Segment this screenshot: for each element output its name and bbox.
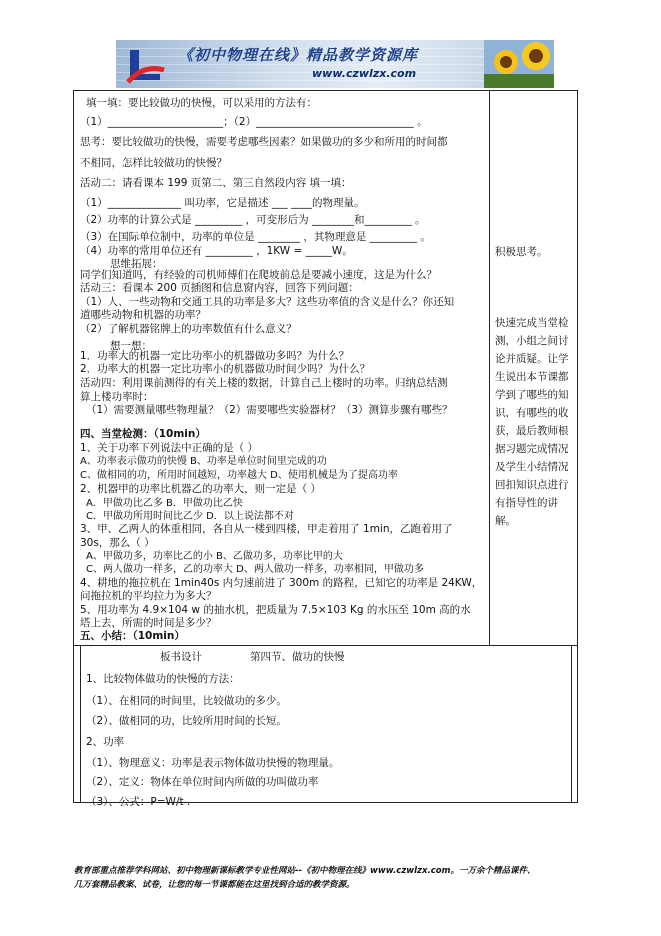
banner-title: 《初中物理在线》精品教学资源库 <box>178 46 419 64</box>
content-line: 思维拓展： <box>110 258 163 270</box>
table-row-divider <box>73 645 578 646</box>
content-line: （2）了解机器铭牌上的功率数值有什么意义？ <box>80 323 297 335</box>
content-line: 塔上去，所需的时间是多少？ <box>80 617 217 629</box>
board-cell-right-border <box>571 645 572 803</box>
board-line: 1、比较物体做功的快慢的方法： <box>86 673 240 685</box>
content-line: 想一想： <box>110 340 152 352</box>
content-line: A．甲做功比乙多 B．甲做功比乙快 <box>86 498 243 509</box>
content-line: （1）______________________；（2）______________________________ 。 <box>80 116 428 128</box>
content-line: A、功率表示做功的快慢 B、功率是单位时间里完成的功 <box>80 456 327 467</box>
board-line: （2）、做相同的功，比较所用时间的长短。 <box>86 715 287 727</box>
content-line: 填一填：要比较做功的快慢，可以采用的方法有： <box>86 97 317 109</box>
table-column-divider <box>489 90 490 645</box>
board-cell-left-border <box>80 645 81 803</box>
content-line: C、做相同的功，所用时间越短，功率越大 D、使用机械是为了提高功率 <box>80 470 398 481</box>
site-banner <box>116 40 554 88</box>
content-line: 4、耕地的拖拉机在 1min40s 内匀速前进了 300m 的路程，已知它的功率是 24KW， <box>80 577 483 589</box>
content-line: 1．功率大的机器一定比功率小的机器做功多吗？为什么？ <box>80 350 350 362</box>
board-line: （1）、在相同的时间里，比较做功的多少。 <box>86 695 287 707</box>
content-line: 道哪些动物和机器的功率？ <box>80 309 206 321</box>
content-line: 2．功率大的机器一定比功率小的机器做功时间少吗？为什么？ <box>80 363 371 375</box>
content-line: 3、甲、乙两人的体重相同，各自从一楼到四楼，甲走着用了 1min，乙跑着用了 <box>80 523 453 535</box>
side-note-guidance: 快速完成当堂检测，小组之间讨论并质疑。让学生说出本节课都学到了哪些的知识，有哪些的收获，最后教师根据习题完成情况及学生小结情况回扣知识点进行有指导性的讲解。 <box>495 317 569 527</box>
content-line: （1）需要测量哪些物理量？（2）需要哪些实验器材？（3）测算步骤有哪些？ <box>86 404 453 416</box>
content-line: A、甲做功多，功率比乙的小 B、乙做功多，功率比甲的大 <box>86 551 343 562</box>
content-line: （1）______________ 叫功率，它是描述 ___ ____的物理量。 <box>80 197 365 209</box>
content-line: 不相同，怎样比较做功的快慢？ <box>80 157 227 169</box>
board-header-title: 第四节、做功的快慢 <box>250 651 345 663</box>
footer-line-2: 几万套精品教案、试卷，让您的每一节课都能在这里找到合适的教学资源。 <box>74 880 355 890</box>
board-line: 2、功率 <box>86 736 125 748</box>
board-line: （1）、物理意义：功率是表示物体做功快慢的物理量。 <box>86 757 340 769</box>
content-line: （4）功率的常用单位还有 _________ ，1KW = _____W。 <box>80 245 353 257</box>
content-line: （1）人、一些动物和交通工具的功率是多大？这些功率值的含义是什么？你还知 <box>80 296 455 308</box>
footer-line-1: 教育部重点推荐学科网站、初中物理新课标教学专业性网站--《初中物理在线》www.czwlzx.com。一万余个精品课件、 <box>74 866 536 876</box>
content-line: 四、当堂检测：（10min） <box>80 428 206 440</box>
content-line: 30s，那么（ ） <box>80 537 155 549</box>
content-line: （2）功率的计算公式是 _________ ，可变形后为 ________和_________ 。 <box>80 214 426 226</box>
content-line: 活动四：利用课前测得的有关上楼的数据，计算自己上楼时的功率。归纳总结测 <box>80 377 448 389</box>
sunflower-image <box>484 40 554 88</box>
content-line: 5、用功率为 4.9×104 w 的抽水机，把质量为 7.5×103 Kg 的水压至 10m 高的水 <box>80 604 471 616</box>
content-line: （3）在国际单位制中，功率的单位是 ________ ，其物理意是 _________ 。 <box>80 231 431 243</box>
banner-url[interactable]: www.czwlzx.com <box>312 67 417 80</box>
content-line: 同学们知道吗，有经验的司机师傅们在爬坡前总是要减小速度，这是为什么？ <box>80 269 437 281</box>
board-line: （3）、公式：P=W/t . <box>86 796 191 808</box>
site-logo-icon <box>122 44 168 86</box>
content-line: 活动三：看课本 200 页插图和信息窗内容，回答下列问题： <box>80 282 359 294</box>
side-note-think: 积极思考。 <box>495 246 548 258</box>
content-line: C．甲做功所用时间比乙少 D．以上说法都不对 <box>86 511 294 522</box>
board-line: （2）、定义：物体在单位时间内所做的功叫做功率 <box>86 776 319 788</box>
content-line: 2、机器甲的功率比机器乙的功率大，则一定是（ ） <box>80 483 322 495</box>
board-header-label: 板书设计 <box>160 651 202 663</box>
content-line: C、两人做功一样多，乙的功率大 D、两人做功一样多，功率相同，甲做功多 <box>86 564 424 575</box>
page-footer <box>74 864 594 892</box>
content-line: 1、关于功率下列说法中正确的是（ ） <box>80 442 259 454</box>
content-line: 算上楼功率时： <box>80 391 154 403</box>
content-line: 问拖拉机的平均拉力为多大？ <box>80 590 217 602</box>
content-line: 活动二：请看课本 199 页第二、第三自然段内容 填一填： <box>80 177 352 189</box>
content-line: 五、小结：（10min） <box>80 630 185 642</box>
content-line: 思考：要比较做功的快慢，需要考虑哪些因素？如果做功的多少和所用的时间都 <box>80 136 448 148</box>
